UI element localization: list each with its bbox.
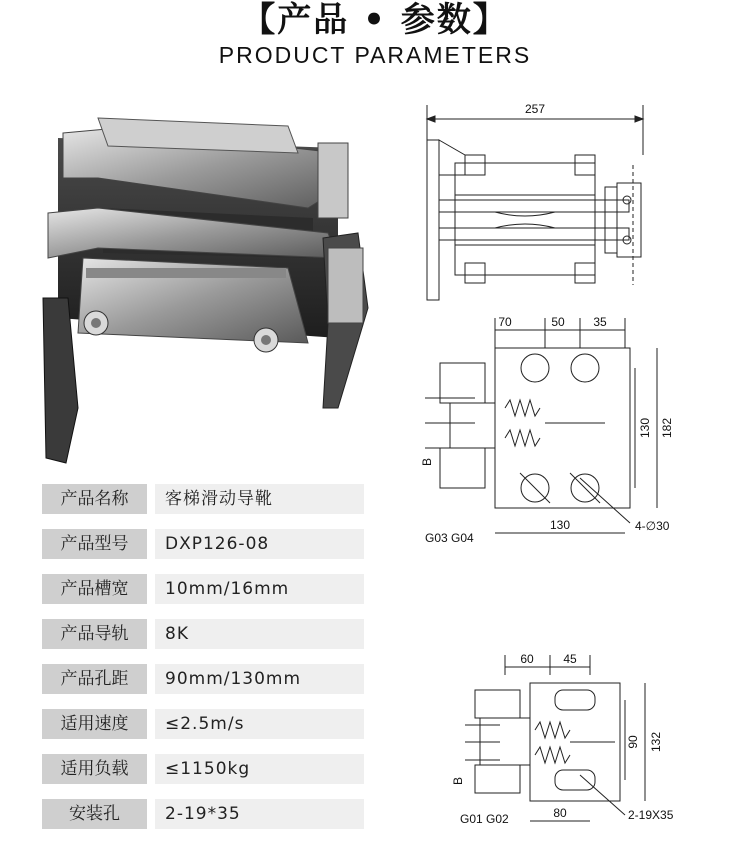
drawing-front-view-g01-g02 xyxy=(440,645,700,835)
dim-width: 257 xyxy=(524,102,546,116)
drawing-front-view-g03-g04 xyxy=(405,308,690,548)
dim-a: 70 xyxy=(498,315,512,329)
param-label: 产品型号 xyxy=(42,529,147,559)
dim-bottom: 130 xyxy=(549,518,571,532)
param-label: 安装孔 xyxy=(42,799,147,829)
page-subtitle: PRODUCT PARAMETERS xyxy=(218,42,532,68)
param-value: 90mm/130mm xyxy=(155,664,364,694)
model-codes: G03 G04 xyxy=(425,531,474,545)
param-row-speed xyxy=(42,709,364,739)
dim-h1: 130 xyxy=(638,417,652,439)
model-codes: G01 G02 xyxy=(460,812,509,826)
product-photo xyxy=(38,108,394,470)
param-row-load xyxy=(42,754,364,784)
param-label: 适用负载 xyxy=(42,754,147,784)
dim-b: 50 xyxy=(551,315,565,329)
param-value: 2-19*35 xyxy=(155,799,364,829)
param-value: 10mm/16mm xyxy=(155,574,364,604)
param-label: 适用速度 xyxy=(42,709,147,739)
dim-a: 60 xyxy=(520,652,534,666)
dim-bottom: 80 xyxy=(553,806,567,820)
param-row-rail xyxy=(42,619,364,649)
holes-label: 2-19X35 xyxy=(628,808,674,822)
dim-h1: 90 xyxy=(626,735,640,749)
param-value: 客梯滑动导靴 xyxy=(155,484,364,514)
holes-label: 4-∅30 xyxy=(635,519,670,533)
param-row-name xyxy=(42,484,364,514)
param-row-hole-spacing xyxy=(42,664,364,694)
dim-b: 45 xyxy=(563,652,577,666)
param-label: 产品槽宽 xyxy=(42,574,147,604)
dim-h2: 132 xyxy=(649,731,663,753)
param-label: 产品名称 xyxy=(42,484,147,514)
param-value: DXP126-08 xyxy=(155,529,364,559)
page-title: 【产品 • 参数】 xyxy=(241,0,509,40)
dim-h2: 182 xyxy=(660,417,674,439)
param-label: 产品孔距 xyxy=(42,664,147,694)
param-row-model xyxy=(42,529,364,559)
dim-c: 35 xyxy=(593,315,607,329)
param-label: 产品导轨 xyxy=(42,619,147,649)
label-b: B xyxy=(451,776,465,785)
param-value: ≤1150kg xyxy=(155,754,364,784)
param-value: ≤2.5m/s xyxy=(155,709,364,739)
param-row-slot-width xyxy=(42,574,364,604)
label-b: B xyxy=(420,457,434,466)
drawing-top-view xyxy=(405,95,665,310)
param-value: 8K xyxy=(155,619,364,649)
param-row-mounting-holes xyxy=(42,799,364,829)
